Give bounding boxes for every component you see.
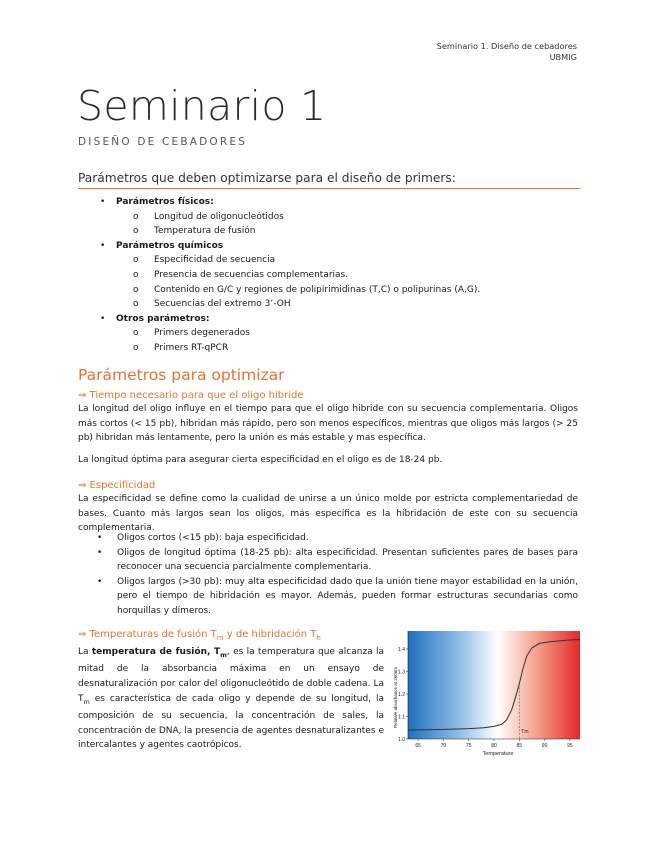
- section-heading: ⇒ Especificidad: [78, 480, 156, 491]
- header-line-1: Seminario 1. Diseño de cebadores: [436, 41, 577, 51]
- param-group-label: Parámetros químicos: [116, 240, 224, 251]
- bullet: •: [97, 576, 103, 587]
- sub-bullet: o: [133, 255, 139, 266]
- x-tick-label: 65: [415, 743, 421, 749]
- param-item-text: Primers RT-qPCR: [154, 342, 229, 353]
- param-item-text: Secuencias del extremo 3’-OH: [154, 299, 291, 310]
- param-group: [100, 195, 480, 210]
- param-item: [100, 283, 480, 298]
- section-specificity: [78, 480, 578, 536]
- header-line-2: UBMIG: [549, 52, 577, 62]
- list-item: [97, 531, 578, 546]
- param-item: [100, 210, 480, 225]
- text-run: es característica de cada oligo y depende de su longitud, la composición de su secuencia, la concentración de sales, la concentración de DNA, la presencia de agentes desnaturalizantes e intercalantes y agentes caotrópicos.: [78, 693, 384, 751]
- x-tick-label: 80: [491, 743, 497, 749]
- x-axis-label: Temperature: [482, 751, 514, 757]
- melting-curve-chart: [388, 628, 584, 758]
- sub-bullet: o: [133, 284, 139, 295]
- param-item: [100, 326, 480, 341]
- param-item-text: Contenido en G/C y regiones de polipirimidinas (T,C) o polipurinas (A,G).: [154, 284, 481, 295]
- x-tick-label: 95: [567, 743, 573, 749]
- specificity-list: [97, 531, 578, 619]
- list-item-text: Oligos de longitud óptima (18-25 pb): alta especificidad. Presentan suficientes pares de bases para reconocer una secuencia parcialmente complementaria.: [117, 547, 578, 573]
- subscript: m: [83, 697, 90, 706]
- param-group: [100, 312, 480, 327]
- bullet: •: [100, 197, 106, 207]
- paragraph: La especificidad se define como la cualidad de unirse a un único molde por estricta complementariedad de bases. Cuanto más largos sean los oligos, más específica es la hibridación de este con su secuencia complementaria.: [78, 494, 578, 534]
- param-item-text: Presencia de secuencias complementarias.: [154, 269, 349, 280]
- param-item-text: Especificidad de secuencia: [154, 255, 276, 266]
- param-item-text: Longitud de oligonucleótidos: [154, 211, 284, 222]
- section-title: Parámetros para optimizar: [78, 366, 285, 384]
- bullet: •: [100, 240, 106, 251]
- heading-subscript: m: [216, 634, 224, 642]
- sub-bullet: o: [133, 211, 139, 222]
- x-tick-label: 85: [516, 743, 523, 749]
- param-item: [100, 268, 480, 283]
- tm-paragraph: [78, 645, 384, 753]
- bullet: •: [97, 547, 103, 558]
- list-item-text: Oligos cortos (<15 pb): baja especificidad.: [117, 533, 309, 543]
- tm-annotation: Tm: [521, 729, 529, 735]
- subscript: m: [220, 650, 227, 659]
- y-tick-label: 1.1: [398, 714, 405, 721]
- paragraph: La longitud del oligo influye en el tiempo para que el oligo hibride con su secuencia complementaria. Oligos más cortos (< 15 pb), hibridan más rápido, pero son menos específicos, mientras que oligos más largos (> 25 pb) hibridan más lentamente, pero la unión es más estable y mas específica.: [78, 404, 578, 444]
- page-subtitle: DISEÑO DE CEBADORES: [78, 136, 248, 148]
- param-item: [100, 253, 480, 268]
- sub-bullet: o: [133, 269, 139, 280]
- page-title: Seminario 1: [77, 82, 327, 130]
- y-tick-label: 1.4: [398, 646, 405, 653]
- sub-bullet: o: [133, 328, 139, 339]
- param-group-label: Parámetros físicos:: [116, 197, 214, 207]
- sub-bullet: o: [133, 342, 139, 353]
- sub-bullet: o: [133, 226, 139, 237]
- intro-heading: Parámetros que deben optimizarse para el diseño de primers:: [78, 171, 580, 189]
- text-run: La: [78, 647, 92, 657]
- plot-background: [408, 631, 580, 739]
- bullet: •: [100, 313, 106, 324]
- section-hybridization-time: [78, 390, 578, 467]
- heading-part: y de hibridación T: [223, 629, 317, 640]
- section-heading: ⇒ Tiempo necesario para que el oligo hibride: [78, 390, 304, 401]
- y-tick-label: 1.3: [398, 669, 405, 676]
- param-group-label: Otros parámetros:: [116, 313, 210, 324]
- y-tick-label: 1.0: [398, 736, 405, 743]
- param-group: [100, 239, 480, 254]
- list-item-text: Oligos largos (>30 pb): muy alta especificidad dado que la unión tiene mayor estabilidad en la unión, pero el tiempo de hibridación es mayor. Además, pueden formar estructuras secundarias como horquillas y dímeros.: [117, 576, 578, 616]
- x-tick-label: 75: [465, 743, 472, 749]
- x-tick-label: 90: [541, 743, 548, 749]
- page-header: [437, 41, 577, 63]
- param-item: [100, 341, 480, 356]
- param-item: [100, 297, 480, 312]
- list-item: [97, 575, 578, 619]
- paragraph: La longitud óptima para asegurar cierta especificidad en el oligo es de 18-24 pb.: [78, 454, 443, 465]
- bold-term: temperatura de fusión, T: [91, 647, 221, 657]
- x-tick-label: 70: [440, 743, 447, 749]
- heading-subscript: h: [316, 634, 321, 642]
- bullet: •: [97, 533, 103, 543]
- param-item-text: Temperatura de fusión: [154, 226, 256, 237]
- param-item: [100, 224, 480, 239]
- y-tick-label: 1.2: [398, 691, 405, 698]
- text-run: , es la temperatura que alcanza la mitad de la absorbancia máxima en un ensayo de desnaturalización por calor del oligonucleótido de doble cadena. La T: [78, 647, 385, 704]
- sub-bullet: o: [133, 299, 139, 310]
- y-axis-label: Relative absorbance at 260nm: [393, 666, 398, 728]
- list-item: [97, 546, 578, 575]
- heading-part: ⇒ Temperaturas de fusión T: [78, 629, 217, 640]
- parameter-list: [100, 195, 480, 356]
- param-item-text: Primers degenerados: [154, 328, 250, 339]
